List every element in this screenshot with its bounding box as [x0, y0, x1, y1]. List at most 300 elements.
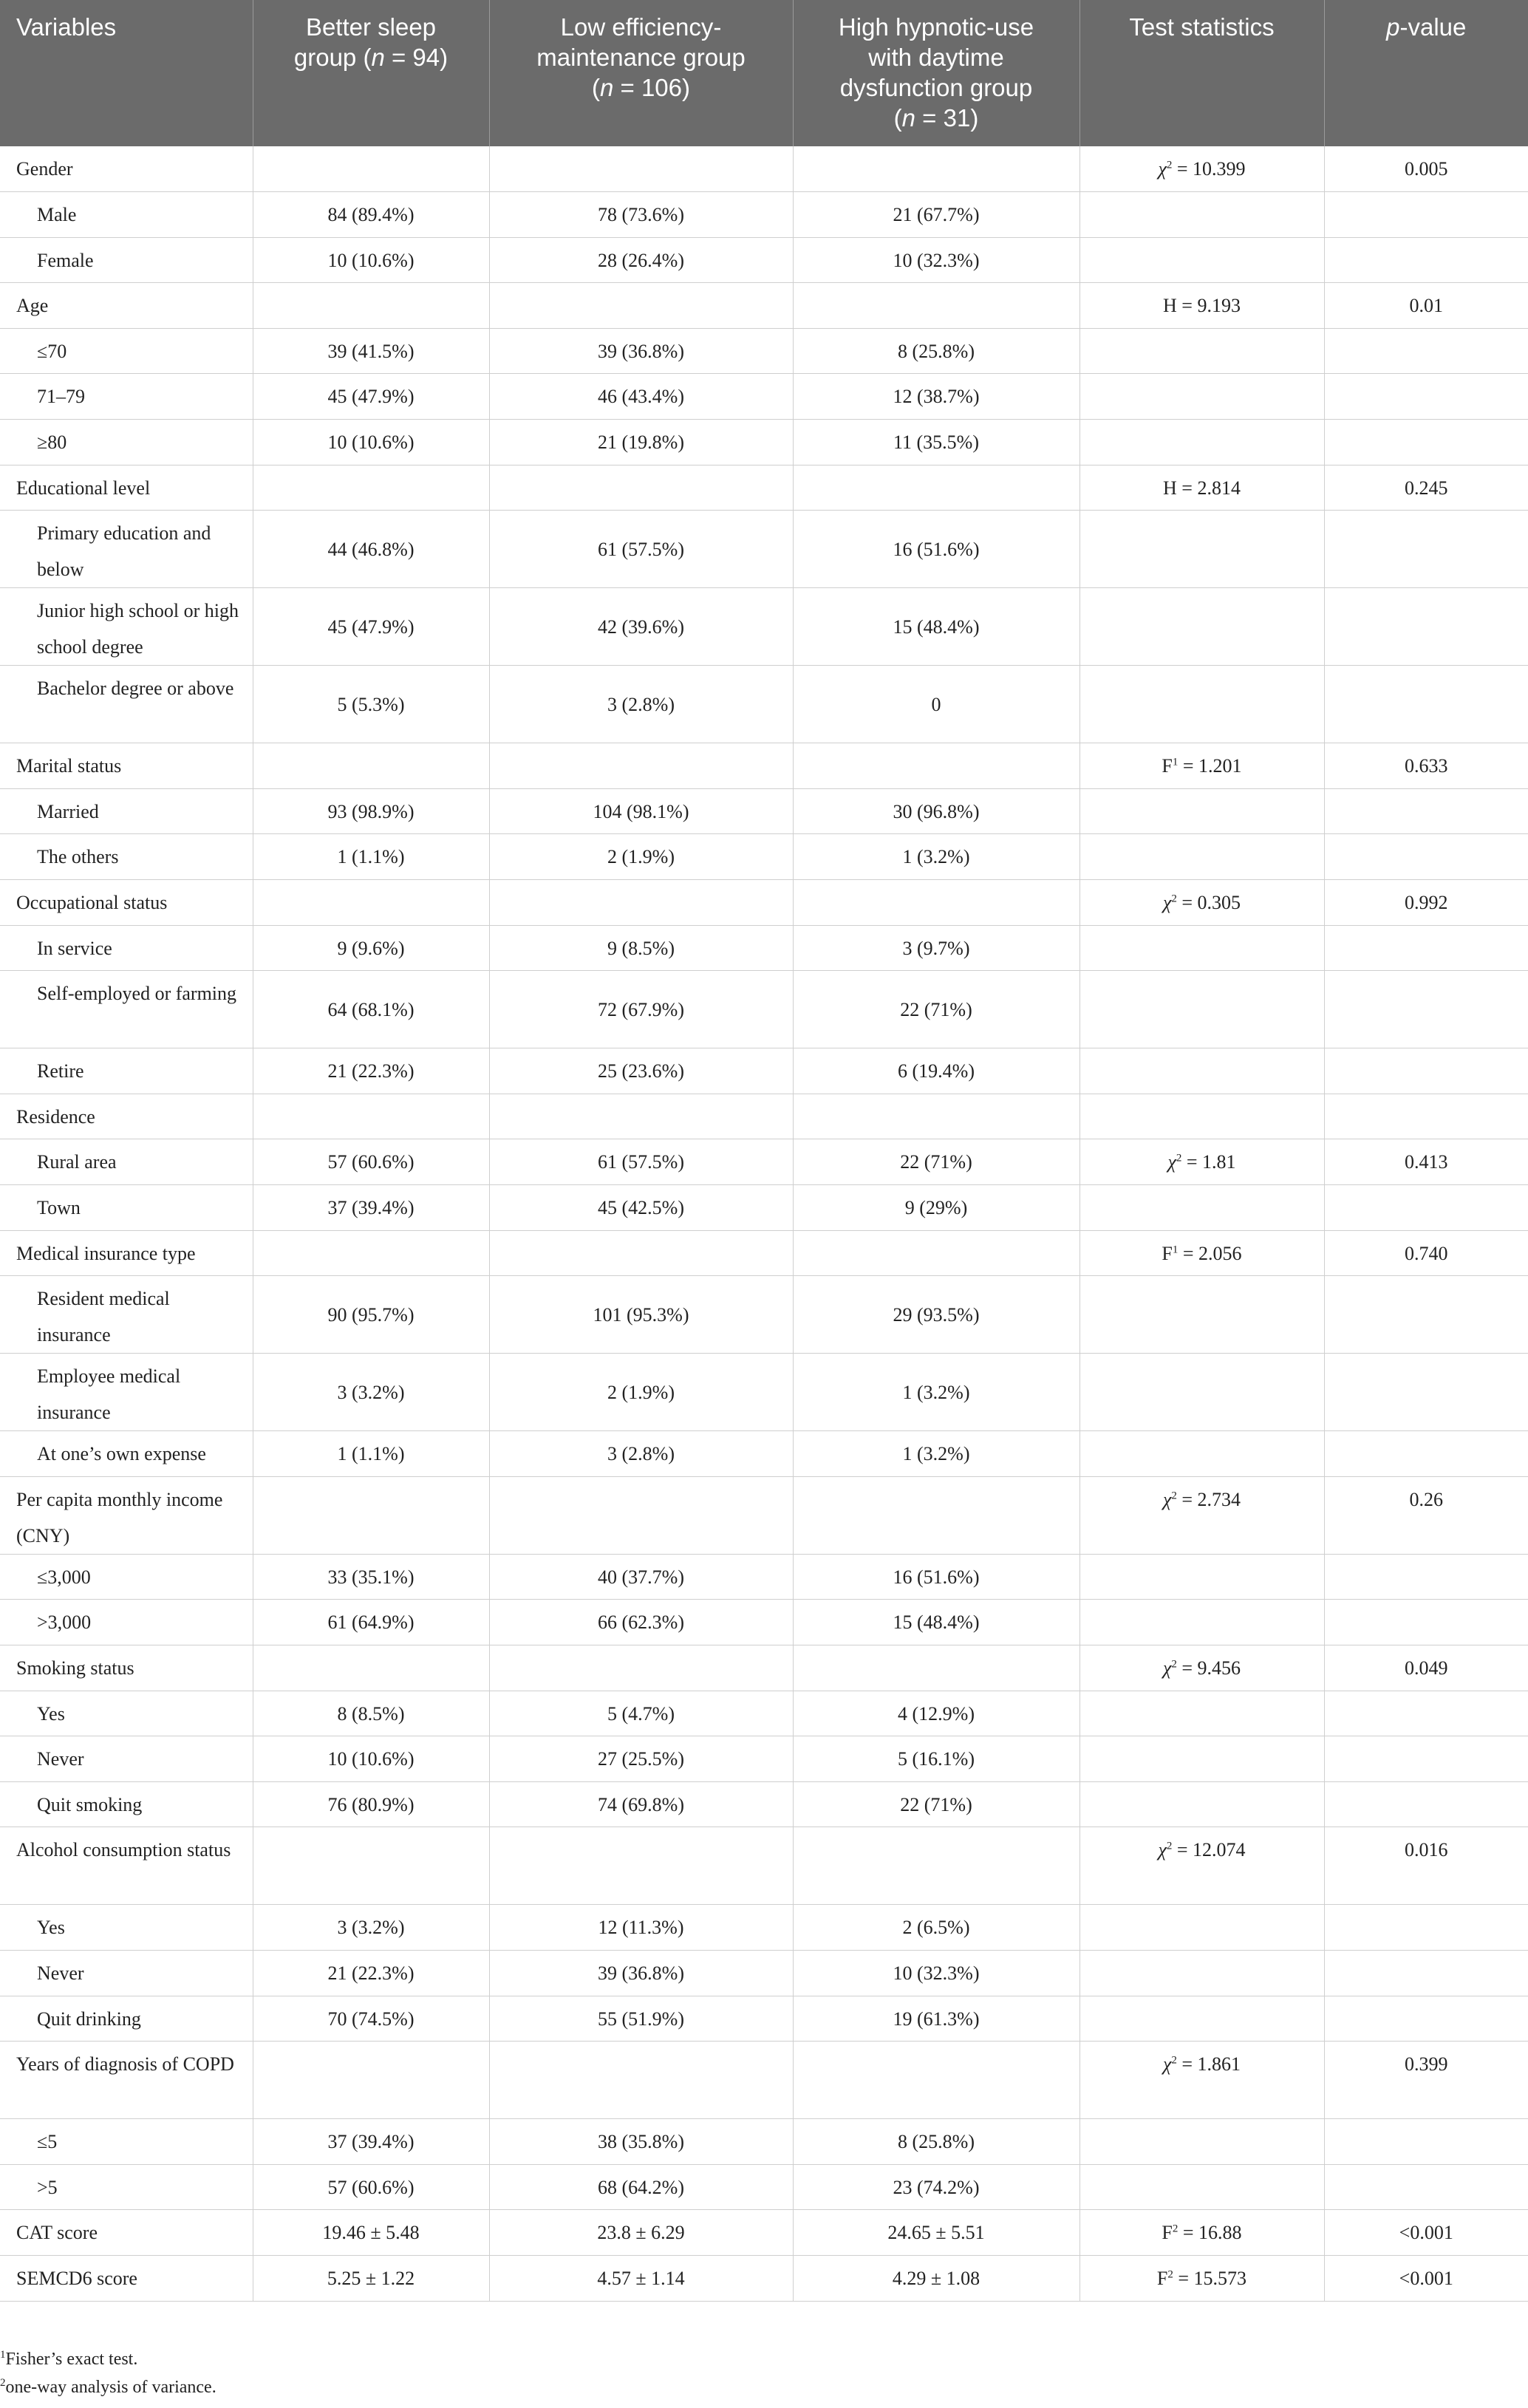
test-statistic-cell [1080, 880, 1324, 926]
table-row [0, 1185, 1528, 1231]
high-hypnotic-value: 12 (38.7%) [793, 374, 1080, 420]
low-efficiency-value: 39 (36.8%) [489, 328, 793, 374]
low-efficiency-value: 9 (8.5%) [489, 925, 793, 971]
low-efficiency-value [489, 880, 793, 926]
category-label: Never [0, 1736, 253, 1782]
p-value-cell: 0.992 [1324, 880, 1528, 926]
test-statistic-cell [1080, 1431, 1324, 1477]
table-row [0, 2164, 1528, 2210]
high-hypnotic-value: 21 (67.7%) [793, 192, 1080, 238]
category-label: Junior high school or high school degree [0, 588, 253, 666]
low-efficiency-value: 28 (26.4%) [489, 237, 793, 283]
p-value-cell: 0.26 [1324, 1476, 1528, 1554]
low-efficiency-value: 42 (39.6%) [489, 588, 793, 666]
stat-value: = 1.81 [1181, 1151, 1236, 1173]
stat-value: = 9.456 [1176, 1657, 1241, 1679]
test-statistic-cell [1080, 1600, 1324, 1645]
p-value-cell: 0.633 [1324, 743, 1528, 789]
table-row [0, 328, 1528, 374]
p-value-cell [1324, 1094, 1528, 1139]
table-row [0, 511, 1528, 588]
header-variables: Variables [0, 0, 253, 146]
category-label: Yes [0, 1691, 253, 1736]
stat-symbol: χ [1158, 1839, 1167, 1861]
variable-label: Medical insurance type [0, 1230, 253, 1276]
header-high-hypnotic-use-group: High hypnotic-use with daytime dysfunction group (n = 31) [793, 0, 1080, 146]
test-statistic-cell [1080, 925, 1324, 971]
category-label: >3,000 [0, 1600, 253, 1645]
table-row [0, 1996, 1528, 2042]
table-body [0, 146, 1528, 2301]
test-statistic-cell [1080, 1048, 1324, 1094]
better-sleep-value [253, 880, 489, 926]
table-row [0, 1431, 1528, 1477]
category-label: ≤5 [0, 2119, 253, 2165]
high-hypnotic-value [793, 743, 1080, 789]
table-row [0, 1736, 1528, 1782]
stat-value: = 1.861 [1176, 2053, 1241, 2076]
category-label: Retire [0, 1048, 253, 1094]
test-statistic-cell [1080, 1476, 1324, 1554]
table-row [0, 283, 1528, 329]
better-sleep-value [253, 465, 489, 511]
table-row [0, 2210, 1528, 2256]
better-sleep-value: 57 (60.6%) [253, 1139, 489, 1185]
stat-value: = 2.734 [1176, 1488, 1241, 1510]
low-efficiency-value: 55 (51.9%) [489, 1996, 793, 2042]
better-sleep-value: 57 (60.6%) [253, 2164, 489, 2210]
p-value-cell: 0.245 [1324, 465, 1528, 511]
test-statistic-cell [1080, 1827, 1324, 1905]
better-sleep-value: 33 (35.1%) [253, 1554, 489, 1600]
test-statistic-cell [1080, 666, 1324, 743]
test-statistic-cell [1080, 1276, 1324, 1354]
low-efficiency-value: 12 (11.3%) [489, 1905, 793, 1951]
low-efficiency-value [489, 465, 793, 511]
p-value-cell [1324, 971, 1528, 1048]
test-statistic-cell [1080, 2164, 1324, 2210]
high-hypnotic-value: 22 (71%) [793, 1139, 1080, 1185]
category-label: Bachelor degree or above [0, 666, 253, 743]
high-hypnotic-value: 10 (32.3%) [793, 1950, 1080, 1996]
table-row [0, 1276, 1528, 1354]
variable-label: SEMCD6 score [0, 2255, 253, 2301]
variable-label: Years of diagnosis of COPD [0, 2042, 253, 2119]
low-efficiency-value [489, 743, 793, 789]
high-hypnotic-value: 3 (9.7%) [793, 925, 1080, 971]
p-value-cell [1324, 2164, 1528, 2210]
p-value-cell: <0.001 [1324, 2255, 1528, 2301]
category-label: Town [0, 1185, 253, 1231]
test-statistic-cell [1080, 971, 1324, 1048]
category-label: ≤70 [0, 328, 253, 374]
p-value-cell [1324, 1905, 1528, 1951]
test-statistic-cell [1080, 283, 1324, 329]
better-sleep-value: 21 (22.3%) [253, 1950, 489, 1996]
p-value-cell [1324, 666, 1528, 743]
stat-value: = 2.814 [1176, 477, 1241, 499]
better-sleep-value [253, 743, 489, 789]
header-low-efficiency-group: Low efficiency- maintenance group (n = 106) [489, 0, 793, 146]
high-hypnotic-value: 19 (61.3%) [793, 1996, 1080, 2042]
better-sleep-value: 37 (39.4%) [253, 2119, 489, 2165]
high-hypnotic-value [793, 1476, 1080, 1554]
stat-symbol: F [1162, 2222, 1173, 2244]
high-hypnotic-value: 16 (51.6%) [793, 511, 1080, 588]
stat-superscript: 2 [1167, 2268, 1173, 2281]
better-sleep-value: 45 (47.9%) [253, 588, 489, 666]
p-value-cell: 0.01 [1324, 283, 1528, 329]
table-row [0, 788, 1528, 834]
stat-value: = 15.573 [1173, 2267, 1247, 2289]
stat-value: = 16.88 [1178, 2222, 1242, 2244]
high-hypnotic-value: 2 (6.5%) [793, 1905, 1080, 1951]
low-efficiency-value: 72 (67.9%) [489, 971, 793, 1048]
better-sleep-value: 3 (3.2%) [253, 1354, 489, 1431]
test-statistic-cell [1080, 465, 1324, 511]
header-test-statistics: Test statistics [1080, 0, 1324, 146]
high-hypnotic-value [793, 146, 1080, 192]
p-value-cell [1324, 328, 1528, 374]
high-hypnotic-value: 23 (74.2%) [793, 2164, 1080, 2210]
footnote-1: $^1$Fisher’s exact test. [0, 2349, 138, 2369]
variable-label: Age [0, 283, 253, 329]
table-row [0, 1354, 1528, 1431]
high-hypnotic-value: 1 (3.2%) [793, 1354, 1080, 1431]
high-hypnotic-value: 4 (12.9%) [793, 1691, 1080, 1736]
table-row [0, 880, 1528, 926]
variable-label: Per capita monthly income (CNY) [0, 1476, 253, 1554]
p-value-cell [1324, 511, 1528, 588]
test-statistic-cell [1080, 1230, 1324, 1276]
table-row [0, 146, 1528, 192]
table-row [0, 1048, 1528, 1094]
table-row [0, 1476, 1528, 1554]
low-efficiency-value: 104 (98.1%) [489, 788, 793, 834]
low-efficiency-value: 45 (42.5%) [489, 1185, 793, 1231]
p-value-cell [1324, 1354, 1528, 1431]
table-row [0, 1950, 1528, 1996]
category-label: Resident medical insurance [0, 1276, 253, 1354]
stat-symbol: χ [1162, 892, 1172, 914]
better-sleep-value: 8 (8.5%) [253, 1691, 489, 1736]
stat-value: = 0.305 [1176, 892, 1241, 914]
p-value-cell [1324, 1950, 1528, 1996]
better-sleep-value: 3 (3.2%) [253, 1905, 489, 1951]
category-label: Married [0, 788, 253, 834]
stat-superscript: 1 [1172, 756, 1179, 768]
high-hypnotic-value [793, 2042, 1080, 2119]
category-label: ≤3,000 [0, 1554, 253, 1600]
category-label: 71–79 [0, 374, 253, 420]
category-label: Primary education and below [0, 511, 253, 588]
low-efficiency-value [489, 1476, 793, 1554]
high-hypnotic-value [793, 1645, 1080, 1691]
better-sleep-value: 45 (47.9%) [253, 374, 489, 420]
stat-symbol: H [1163, 477, 1177, 499]
test-statistic-cell [1080, 374, 1324, 420]
header-better-sleep-group: Better sleep group (n = 94) [253, 0, 489, 146]
table-header [0, 0, 1528, 146]
stat-superscript: 2 [1166, 159, 1173, 171]
variable-label: Educational level [0, 465, 253, 511]
test-statistic-cell [1080, 2255, 1324, 2301]
better-sleep-value: 9 (9.6%) [253, 925, 489, 971]
p-value-cell [1324, 925, 1528, 971]
stat-symbol: H [1163, 295, 1177, 317]
test-statistic-cell [1080, 1354, 1324, 1431]
test-statistic-cell [1080, 588, 1324, 666]
table-row [0, 2119, 1528, 2165]
low-efficiency-value: 27 (25.5%) [489, 1736, 793, 1782]
better-sleep-value: 44 (46.8%) [253, 511, 489, 588]
better-sleep-value: 84 (89.4%) [253, 192, 489, 238]
high-hypnotic-value: 16 (51.6%) [793, 1554, 1080, 1600]
variable-label: Gender [0, 146, 253, 192]
p-value-cell [1324, 1048, 1528, 1094]
high-hypnotic-value: 0 [793, 666, 1080, 743]
table-row [0, 666, 1528, 743]
stat-superscript: 2 [1166, 1840, 1173, 1852]
better-sleep-value: 70 (74.5%) [253, 1996, 489, 2042]
category-label: Employee medical insurance [0, 1354, 253, 1431]
p-value-cell: 0.005 [1324, 146, 1528, 192]
low-efficiency-value: 2 (1.9%) [489, 1354, 793, 1431]
stat-symbol: χ [1162, 1488, 1172, 1510]
better-sleep-value: 39 (41.5%) [253, 328, 489, 374]
better-sleep-value [253, 1645, 489, 1691]
high-hypnotic-value: 5 (16.1%) [793, 1736, 1080, 1782]
low-efficiency-value: 3 (2.8%) [489, 1431, 793, 1477]
p-value-cell [1324, 1600, 1528, 1645]
better-sleep-value: 1 (1.1%) [253, 1431, 489, 1477]
p-value-cell [1324, 834, 1528, 880]
low-efficiency-value: 61 (57.5%) [489, 1139, 793, 1185]
low-efficiency-value [489, 283, 793, 329]
test-statistic-cell [1080, 1736, 1324, 1782]
table-row [0, 2255, 1528, 2301]
test-statistic-cell [1080, 1645, 1324, 1691]
p-value-cell [1324, 1781, 1528, 1827]
high-hypnotic-value: 8 (25.8%) [793, 2119, 1080, 2165]
low-efficiency-value: 4.57 ± 1.14 [489, 2255, 793, 2301]
stat-value: = 2.056 [1178, 1242, 1242, 1264]
low-efficiency-value [489, 1094, 793, 1139]
category-label: At one’s own expense [0, 1431, 253, 1477]
table-row [0, 1827, 1528, 1905]
test-statistic-cell [1080, 192, 1324, 238]
low-efficiency-value: 5 (4.7%) [489, 1691, 793, 1736]
stat-symbol: χ [1158, 158, 1167, 180]
low-efficiency-value: 68 (64.2%) [489, 2164, 793, 2210]
p-value-cell [1324, 237, 1528, 283]
footnote-2: $^2$one-way analysis of variance. [0, 2377, 216, 2397]
p-value-cell [1324, 1185, 1528, 1231]
stat-symbol: F [1162, 1242, 1173, 1264]
category-label: Quit drinking [0, 1996, 253, 2042]
category-label: Yes [0, 1905, 253, 1951]
table-row [0, 1645, 1528, 1691]
footnotes [0, 2345, 1528, 2401]
p-value-cell [1324, 1996, 1528, 2042]
test-statistic-cell [1080, 2119, 1324, 2165]
table-row [0, 420, 1528, 465]
p-value-cell: 0.016 [1324, 1827, 1528, 1905]
better-sleep-value: 37 (39.4%) [253, 1185, 489, 1231]
p-value-cell: 0.413 [1324, 1139, 1528, 1185]
variable-label: Smoking status [0, 1645, 253, 1691]
low-efficiency-value: 23.8 ± 6.29 [489, 2210, 793, 2256]
high-hypnotic-value [793, 1827, 1080, 1905]
stat-superscript: 2 [1172, 2223, 1179, 2235]
low-efficiency-value: 66 (62.3%) [489, 1600, 793, 1645]
table-row [0, 1554, 1528, 1600]
p-value-cell: 0.049 [1324, 1645, 1528, 1691]
test-statistic-cell [1080, 1781, 1324, 1827]
low-efficiency-value [489, 2042, 793, 2119]
p-value-cell [1324, 1554, 1528, 1600]
high-hypnotic-value [793, 880, 1080, 926]
high-hypnotic-value: 30 (96.8%) [793, 788, 1080, 834]
category-label: >5 [0, 2164, 253, 2210]
table-row [0, 925, 1528, 971]
test-statistic-cell [1080, 1996, 1324, 2042]
better-sleep-value [253, 1476, 489, 1554]
high-hypnotic-value: 29 (93.5%) [793, 1276, 1080, 1354]
low-efficiency-value [489, 1230, 793, 1276]
test-statistic-cell [1080, 1950, 1324, 1996]
p-value-cell [1324, 1736, 1528, 1782]
table-row [0, 465, 1528, 511]
test-statistic-cell [1080, 1185, 1324, 1231]
test-statistic-cell [1080, 834, 1324, 880]
category-label: ≥80 [0, 420, 253, 465]
category-label: In service [0, 925, 253, 971]
category-label: The others [0, 834, 253, 880]
p-value-cell [1324, 420, 1528, 465]
low-efficiency-value: 61 (57.5%) [489, 511, 793, 588]
test-statistic-cell [1080, 2210, 1324, 2256]
high-hypnotic-value: 15 (48.4%) [793, 1600, 1080, 1645]
category-label: Never [0, 1950, 253, 1996]
stat-superscript: 1 [1172, 1243, 1179, 1255]
low-efficiency-value: 39 (36.8%) [489, 1950, 793, 1996]
table-row [0, 192, 1528, 238]
stat-superscript: 2 [1171, 1658, 1177, 1671]
better-sleep-value: 19.46 ± 5.48 [253, 2210, 489, 2256]
p-value-cell [1324, 374, 1528, 420]
better-sleep-value: 76 (80.9%) [253, 1781, 489, 1827]
table-row [0, 1781, 1528, 1827]
high-hypnotic-value: 4.29 ± 1.08 [793, 2255, 1080, 2301]
better-sleep-value: 1 (1.1%) [253, 834, 489, 880]
variable-label: Residence [0, 1094, 253, 1139]
variable-label: Alcohol consumption status [0, 1827, 253, 1905]
low-efficiency-value: 101 (95.3%) [489, 1276, 793, 1354]
table-row [0, 743, 1528, 789]
table-row [0, 1139, 1528, 1185]
p-value-cell [1324, 588, 1528, 666]
test-statistic-cell [1080, 237, 1324, 283]
low-efficiency-value: 25 (23.6%) [489, 1048, 793, 1094]
better-sleep-value: 5.25 ± 1.22 [253, 2255, 489, 2301]
table-row [0, 1094, 1528, 1139]
test-statistic-cell [1080, 420, 1324, 465]
p-value-cell: 0.740 [1324, 1230, 1528, 1276]
low-efficiency-value: 78 (73.6%) [489, 192, 793, 238]
variable-label: Marital status [0, 743, 253, 789]
stat-symbol: χ [1162, 2053, 1172, 2076]
test-statistic-cell [1080, 146, 1324, 192]
p-value-cell [1324, 2119, 1528, 2165]
p-value-cell: 0.399 [1324, 2042, 1528, 2119]
test-statistic-cell [1080, 328, 1324, 374]
stat-value: = 1.201 [1178, 755, 1242, 777]
table-row [0, 1600, 1528, 1645]
category-label: Rural area [0, 1139, 253, 1185]
high-hypnotic-value [793, 283, 1080, 329]
low-efficiency-value [489, 1827, 793, 1905]
p-value-cell [1324, 788, 1528, 834]
better-sleep-value: 21 (22.3%) [253, 1048, 489, 1094]
high-hypnotic-value: 22 (71%) [793, 971, 1080, 1048]
stat-superscript: 2 [1171, 1490, 1177, 1502]
better-sleep-value: 5 (5.3%) [253, 666, 489, 743]
table-row [0, 971, 1528, 1048]
better-sleep-value [253, 1094, 489, 1139]
table-row [0, 1230, 1528, 1276]
table-row [0, 1905, 1528, 1951]
test-statistic-cell [1080, 788, 1324, 834]
variable-label: CAT score [0, 2210, 253, 2256]
category-label: Female [0, 237, 253, 283]
high-hypnotic-value: 1 (3.2%) [793, 834, 1080, 880]
header-p-value: p-value [1324, 0, 1528, 146]
high-hypnotic-value [793, 465, 1080, 511]
p-value-cell [1324, 1431, 1528, 1477]
table-row [0, 237, 1528, 283]
test-statistic-cell [1080, 743, 1324, 789]
better-sleep-value: 93 (98.9%) [253, 788, 489, 834]
low-efficiency-value [489, 146, 793, 192]
better-sleep-value: 10 (10.6%) [253, 1736, 489, 1782]
low-efficiency-value: 74 (69.8%) [489, 1781, 793, 1827]
table-row [0, 588, 1528, 666]
header-row [0, 0, 1528, 146]
stat-symbol: F [1156, 2267, 1168, 2289]
low-efficiency-value [489, 1645, 793, 1691]
stat-symbol: F [1162, 755, 1173, 777]
high-hypnotic-value: 22 (71%) [793, 1781, 1080, 1827]
stat-value: = 9.193 [1176, 295, 1241, 317]
table-row [0, 2042, 1528, 2119]
test-statistic-cell [1080, 2042, 1324, 2119]
stat-value: = 10.399 [1172, 158, 1246, 180]
better-sleep-value [253, 283, 489, 329]
table-row [0, 374, 1528, 420]
high-hypnotic-value: 24.65 ± 5.51 [793, 2210, 1080, 2256]
high-hypnotic-value: 9 (29%) [793, 1185, 1080, 1231]
high-hypnotic-value [793, 1094, 1080, 1139]
test-statistic-cell [1080, 1554, 1324, 1600]
high-hypnotic-value [793, 1230, 1080, 1276]
test-statistic-cell [1080, 1094, 1324, 1139]
better-sleep-value: 64 (68.1%) [253, 971, 489, 1048]
table-row [0, 1691, 1528, 1736]
high-hypnotic-value: 15 (48.4%) [793, 588, 1080, 666]
stat-symbol: χ [1162, 1657, 1172, 1679]
low-efficiency-value: 3 (2.8%) [489, 666, 793, 743]
